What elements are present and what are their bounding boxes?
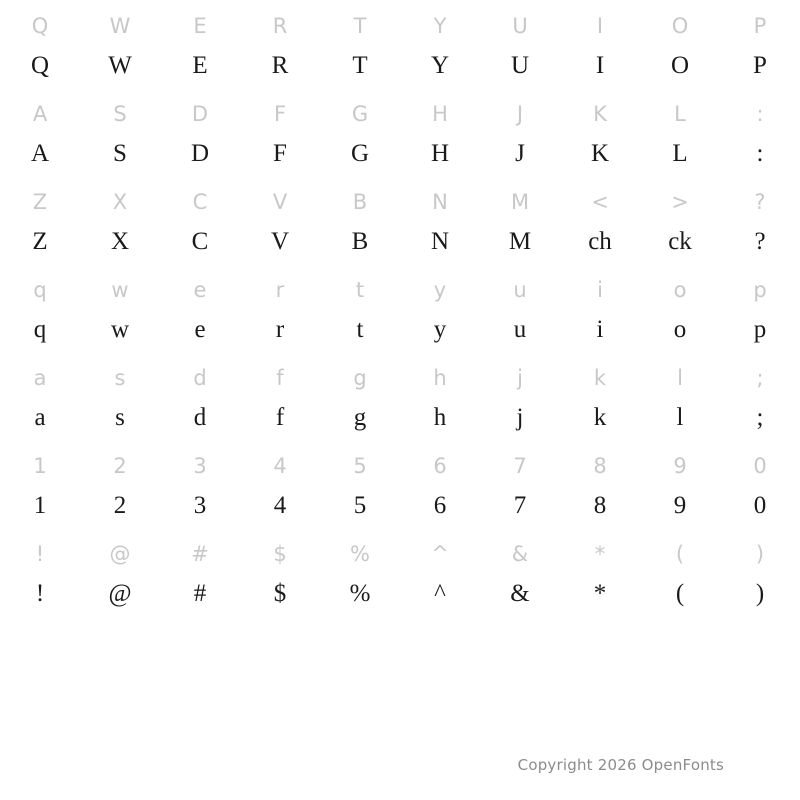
glyph-cell: s <box>115 404 125 431</box>
key-cell: H <box>432 102 448 126</box>
key-cell: * <box>594 542 606 566</box>
key-cell: a <box>33 366 47 390</box>
key-cell: $ <box>273 542 287 566</box>
key-cell: t <box>355 278 365 302</box>
key-cell: p <box>753 278 767 302</box>
glyph-cell: k <box>593 404 607 431</box>
key-cell: l <box>677 366 683 390</box>
key-cell: E <box>193 14 207 38</box>
glyph-row <box>0 391 800 444</box>
key-cell: V <box>272 190 288 214</box>
glyph-cell: 1 <box>33 492 47 519</box>
key-cell: g <box>353 366 367 390</box>
glyph-cell: ; <box>756 404 764 431</box>
glyph-cell: 0 <box>753 492 767 519</box>
key-cell: d <box>193 366 207 390</box>
key-cell: e <box>193 278 207 302</box>
key-cell: > <box>671 190 689 214</box>
key-row <box>0 180 800 215</box>
glyph-cell: D <box>190 140 210 167</box>
key-cell: 5 <box>353 454 367 478</box>
key-cell: D <box>191 102 209 126</box>
key-cell: I <box>596 14 604 38</box>
glyph-cell: ( <box>675 580 685 607</box>
key-cell: P <box>753 14 767 38</box>
key-row <box>0 356 800 391</box>
glyph-row <box>0 39 800 92</box>
key-cell: J <box>516 102 524 126</box>
glyph-cell: Z <box>32 228 48 255</box>
glyph-cell: L <box>672 140 688 167</box>
glyph-cell: # <box>193 580 207 607</box>
key-cell: j <box>517 366 523 390</box>
key-cell: f <box>276 366 284 390</box>
key-cell: o <box>673 278 687 302</box>
key-cell: ) <box>755 542 765 566</box>
key-row <box>0 268 800 303</box>
key-cell: 0 <box>753 454 767 478</box>
glyph-cell: ! <box>35 580 45 607</box>
glyph-row <box>0 303 800 356</box>
glyph-cell: ) <box>755 580 765 607</box>
glyph-cell: ch <box>588 228 612 255</box>
glyph-cell: E <box>192 52 208 79</box>
key-cell: h <box>433 366 447 390</box>
glyph-cell: O <box>670 52 690 79</box>
glyph-cell: W <box>108 52 132 79</box>
key-cell: O <box>671 14 689 38</box>
glyph-cell: & <box>510 580 530 607</box>
key-cell: G <box>351 102 369 126</box>
key-cell: N <box>432 190 448 214</box>
glyph-cell: y <box>433 316 447 343</box>
key-cell: 7 <box>513 454 527 478</box>
glyph-cell: u <box>513 316 527 343</box>
glyph-cell: B <box>351 228 369 255</box>
key-cell: F <box>273 102 287 126</box>
glyph-cell: 3 <box>193 492 207 519</box>
glyph-cell: i <box>596 316 604 343</box>
glyph-cell: 7 <box>513 492 527 519</box>
key-cell: T <box>353 14 367 38</box>
glyph-cell: A <box>30 140 50 167</box>
glyph-cell: l <box>676 404 684 431</box>
key-cell: i <box>597 278 603 302</box>
glyph-cell: G <box>350 140 370 167</box>
key-cell: % <box>350 542 370 566</box>
glyph-cell: % <box>349 580 371 607</box>
glyph-cell: : <box>756 140 764 167</box>
key-cell: ^ <box>431 542 449 566</box>
key-cell: Q <box>31 14 49 38</box>
glyph-cell: ^ <box>434 580 446 607</box>
key-cell: M <box>510 190 530 214</box>
glyph-cell: V <box>270 228 290 255</box>
glyph-cell: U <box>510 52 530 79</box>
glyph-row <box>0 479 800 532</box>
key-cell: A <box>32 102 48 126</box>
glyph-cell: N <box>430 228 450 255</box>
glyph-cell: T <box>352 52 368 79</box>
key-row <box>0 532 800 567</box>
glyph-cell: P <box>753 52 767 79</box>
key-cell: u <box>513 278 527 302</box>
glyph-cell: J <box>515 140 525 167</box>
glyph-cell: I <box>595 52 605 79</box>
key-cell: S <box>113 102 127 126</box>
key-cell: ; <box>756 366 764 390</box>
glyph-cell: K <box>590 140 610 167</box>
key-cell: y <box>433 278 447 302</box>
glyph-cell: d <box>193 404 207 431</box>
key-cell: 8 <box>593 454 607 478</box>
glyph-cell: g <box>353 404 367 431</box>
key-cell: L <box>674 102 686 126</box>
key-cell: R <box>272 14 288 38</box>
glyph-cell: 8 <box>593 492 607 519</box>
glyph-row <box>0 127 800 180</box>
key-cell: W <box>109 14 131 38</box>
glyph-cell: 5 <box>353 492 367 519</box>
glyph-cell: S <box>113 140 127 167</box>
key-cell: < <box>591 190 609 214</box>
key-cell: Y <box>433 14 447 38</box>
key-cell: q <box>33 278 47 302</box>
glyph-cell: X <box>110 228 130 255</box>
glyph-cell: 2 <box>113 492 127 519</box>
glyph-cell: R <box>271 52 289 79</box>
copyright-notice: Copyright 2026 OpenFonts <box>517 756 724 774</box>
glyph-cell: 9 <box>673 492 687 519</box>
glyph-cell: p <box>753 316 767 343</box>
key-cell: U <box>512 14 528 38</box>
key-cell: B <box>352 190 368 214</box>
key-row <box>0 92 800 127</box>
key-cell: 3 <box>193 454 207 478</box>
key-cell: k <box>593 366 607 390</box>
glyph-cell: r <box>275 316 285 343</box>
key-cell: 2 <box>113 454 127 478</box>
key-cell: s <box>114 366 126 390</box>
glyph-row <box>0 215 800 268</box>
glyph-cell: t <box>356 316 364 343</box>
key-cell: r <box>275 278 285 302</box>
glyph-cell: ck <box>668 228 692 255</box>
glyph-cell: a <box>34 404 46 431</box>
key-row <box>0 444 800 479</box>
glyph-cell: o <box>673 316 687 343</box>
glyph-row <box>0 567 800 620</box>
key-cell: : <box>756 102 764 126</box>
key-cell: 6 <box>433 454 447 478</box>
glyph-cell: Y <box>430 52 450 79</box>
key-cell: # <box>191 542 209 566</box>
key-row <box>0 4 800 39</box>
glyph-cell: @ <box>108 580 132 607</box>
glyph-cell: 6 <box>433 492 447 519</box>
glyph-cell: ? <box>754 228 766 255</box>
key-cell: 9 <box>673 454 687 478</box>
glyph-cell: q <box>33 316 47 343</box>
glyph-cell: $ <box>273 580 287 607</box>
glyph-cell: M <box>508 228 532 255</box>
glyph-cell: e <box>194 316 206 343</box>
glyph-cell: j <box>516 404 524 431</box>
glyph-cell: f <box>275 404 285 431</box>
key-cell: K <box>593 102 607 126</box>
key-cell: ( <box>675 542 685 566</box>
glyph-cell: 4 <box>273 492 287 519</box>
key-cell: & <box>511 542 529 566</box>
glyph-cell: w <box>110 316 130 343</box>
key-cell: X <box>112 190 128 214</box>
key-cell: Z <box>32 190 48 214</box>
key-cell: ! <box>35 542 45 566</box>
glyph-cell: Q <box>30 52 50 79</box>
glyph-cell: h <box>433 404 447 431</box>
glyph-cell: F <box>273 140 287 167</box>
glyph-cell: * <box>593 580 607 607</box>
key-cell: 4 <box>273 454 287 478</box>
glyph-cell: C <box>191 228 209 255</box>
key-cell: 1 <box>33 454 47 478</box>
key-cell: C <box>192 190 208 214</box>
key-cell: w <box>111 278 129 302</box>
key-cell: ? <box>754 190 766 214</box>
key-cell: @ <box>109 542 131 566</box>
glyph-cell: H <box>430 140 450 167</box>
